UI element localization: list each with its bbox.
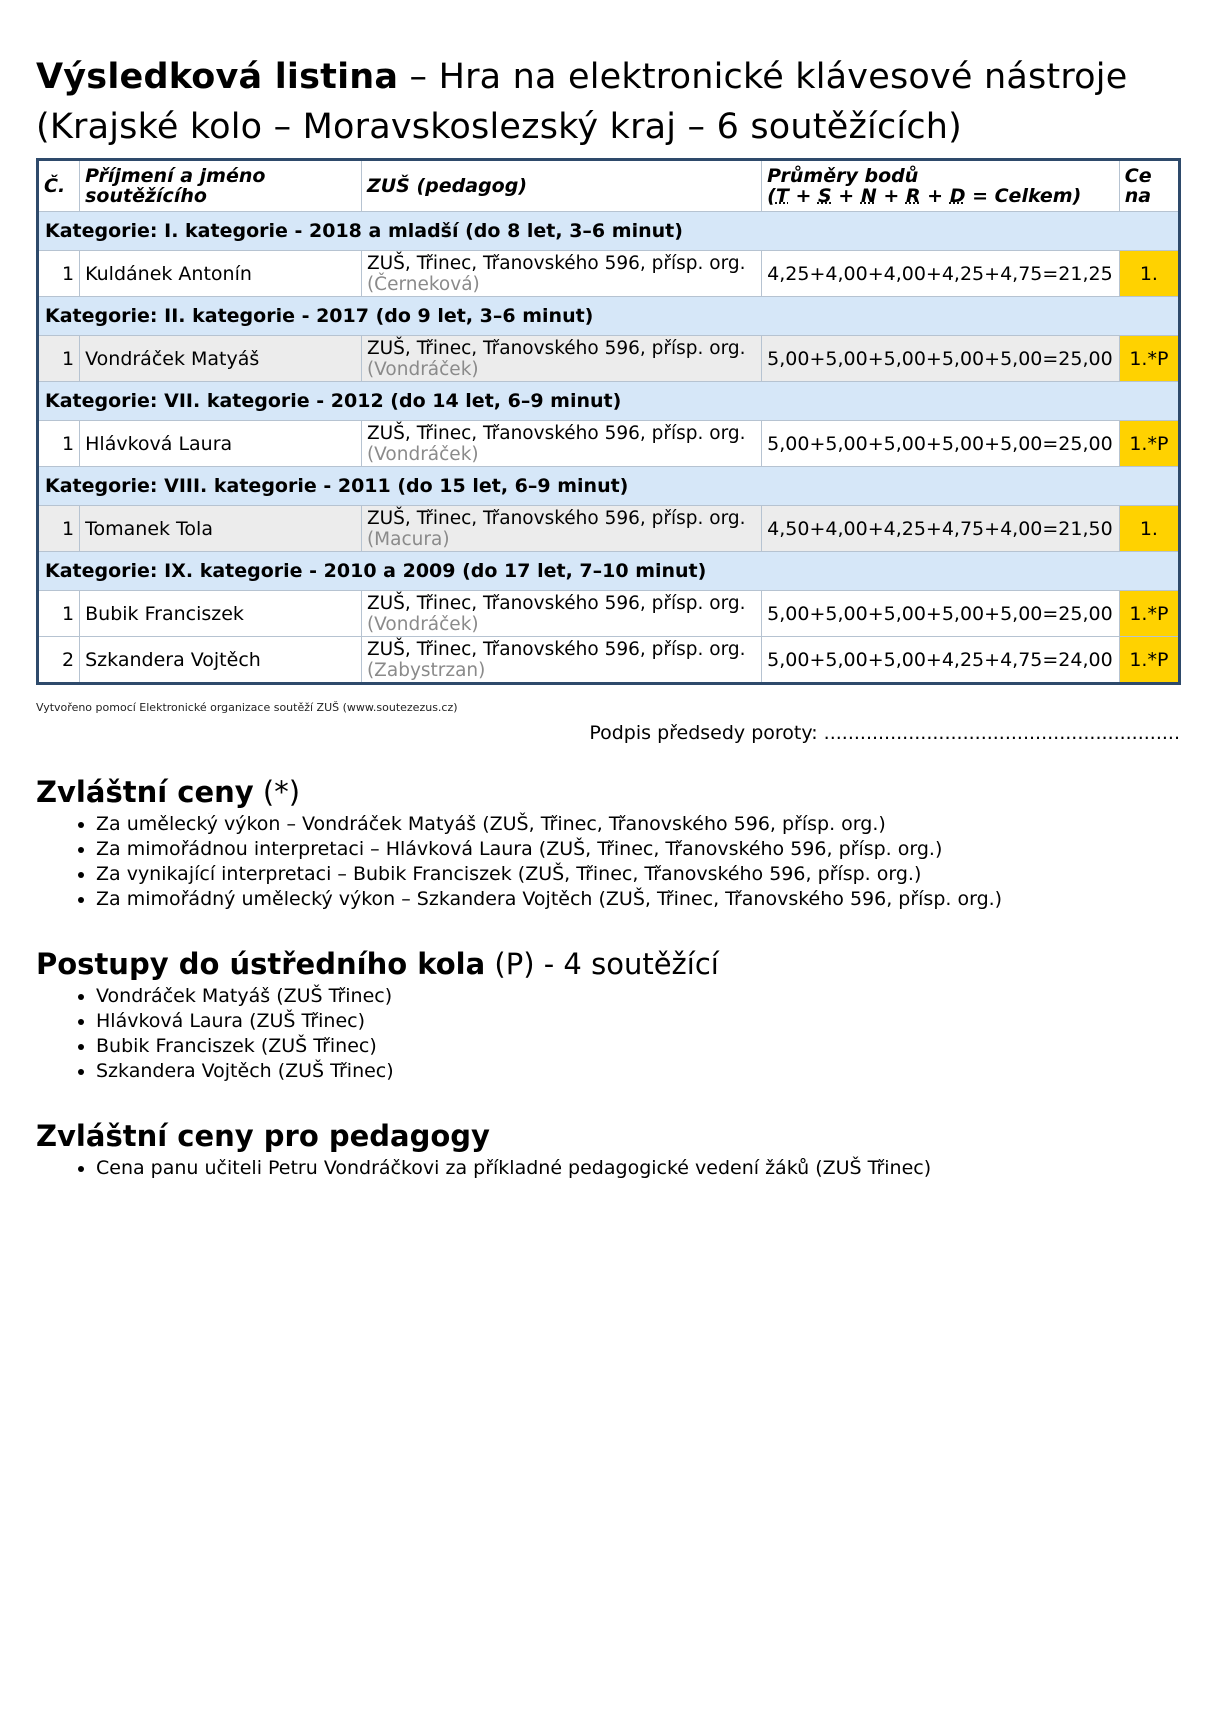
table-row bbox=[38, 421, 1180, 467]
contestant-name: Vondráček Matyáš bbox=[80, 336, 362, 382]
school-name: ZUŠ, Třinec, Třanovského 596, přísp. org. bbox=[366, 638, 746, 660]
advance-item: • Vondráček Matyáš (ZUŠ Třinec) bbox=[96, 984, 1180, 1009]
school-cell bbox=[361, 506, 761, 552]
table-row bbox=[38, 336, 1180, 382]
category-label: Kategorie: I. kategorie - 2018 a mladší (do 8 let, 3–6 minut) bbox=[38, 212, 1180, 251]
prize-cell: 1.*P bbox=[1119, 336, 1179, 382]
rank-cell: 1 bbox=[38, 251, 80, 297]
prize-cell: 1.*P bbox=[1119, 421, 1179, 467]
table-row bbox=[38, 637, 1180, 684]
header-score-n: N bbox=[860, 185, 877, 207]
contestant-name: Szkandera Vojtěch bbox=[80, 637, 362, 684]
school-name: ZUŠ, Třinec, Třanovského 596, přísp. org. bbox=[366, 252, 746, 274]
header-num: Č. bbox=[38, 160, 80, 212]
table-row bbox=[38, 251, 1180, 297]
category-label: Kategorie: VIII. kategorie - 2011 (do 15 let, 6–9 minut) bbox=[38, 467, 1180, 506]
title-rest: – Hra na elektronické klávesové nástroje bbox=[398, 57, 1128, 97]
teacher-prizes-heading: Zvláštní ceny pro pedagogy bbox=[36, 1119, 490, 1153]
table-header-row bbox=[38, 160, 1180, 212]
school-cell bbox=[361, 637, 761, 684]
school-name: ZUŠ, Třinec, Třanovského 596, přísp. org. bbox=[366, 422, 746, 444]
results-document bbox=[36, 52, 1180, 1181]
school-cell bbox=[361, 336, 761, 382]
advance-item: • Szkandera Vojtěch (ZUŠ Třinec) bbox=[96, 1059, 1180, 1084]
special-prize-item: • Za vynikající interpretaci – Bubik Franciszek (ZUŠ, Třinec, Třanovského 596, přísp. org.) bbox=[96, 862, 1180, 887]
rank-cell: 2 bbox=[38, 637, 80, 684]
school-cell bbox=[361, 421, 761, 467]
title-line2: (Krajské kolo – Moravskoslezský kraj – 6 soutěžících) bbox=[36, 107, 963, 147]
rank-cell: 1 bbox=[38, 336, 80, 382]
header-score-r: R bbox=[905, 185, 921, 207]
teacher-prizes-section bbox=[36, 1116, 1180, 1181]
teacher-name: (Vondráček) bbox=[366, 358, 479, 380]
special-prize-item: • Za umělecký výkon – Vondráček Matyáš (ZUŠ, Třinec, Třanovského 596, přísp. org.) bbox=[96, 812, 1180, 837]
teacher-prizes-list bbox=[36, 1156, 1180, 1181]
school-name: ZUŠ, Třinec, Třanovského 596, přísp. org. bbox=[366, 337, 746, 359]
header-score-plus: + bbox=[831, 185, 861, 207]
score-cell: 5,00+5,00+5,00+5,00+5,00=25,00 bbox=[762, 591, 1120, 637]
advance-heading bbox=[36, 944, 1180, 984]
header-score-t: T bbox=[775, 185, 789, 207]
school-name: ZUŠ, Třinec, Třanovského 596, přísp. org. bbox=[366, 592, 746, 614]
header-score-s: S bbox=[817, 185, 832, 207]
category-label: Kategorie: VII. kategorie - 2012 (do 14 let, 6–9 minut) bbox=[38, 382, 1180, 421]
header-score-line1: Průměry bodů bbox=[767, 165, 919, 187]
category-row bbox=[38, 297, 1180, 336]
teacher-name: (Macura) bbox=[366, 528, 450, 550]
header-prize: Ce na bbox=[1119, 160, 1179, 212]
school-name: ZUŠ, Třinec, Třanovského 596, přísp. org. bbox=[366, 507, 746, 529]
advance-item: • Hlávková Laura (ZUŠ Třinec) bbox=[96, 1009, 1180, 1034]
special-heading-text: Zvláštní ceny bbox=[36, 775, 254, 809]
header-school: ZUŠ (pedagog) bbox=[361, 160, 761, 212]
score-cell: 5,00+5,00+5,00+5,00+5,00=25,00 bbox=[762, 336, 1120, 382]
school-cell bbox=[361, 251, 761, 297]
special-heading-marker: (*) bbox=[253, 775, 301, 809]
header-score-plus: + bbox=[876, 185, 906, 207]
score-cell: 4,50+4,00+4,25+4,75+4,00=21,50 bbox=[762, 506, 1120, 552]
header-score-plus: + bbox=[920, 185, 950, 207]
title-bold: Výsledková listina bbox=[36, 57, 399, 97]
advance-list bbox=[36, 984, 1180, 1084]
score-cell: 4,25+4,00+4,00+4,25+4,75=21,25 bbox=[762, 251, 1120, 297]
category-row bbox=[38, 382, 1180, 421]
prize-cell: 1. bbox=[1119, 251, 1179, 297]
special-prizes-section bbox=[36, 772, 1180, 912]
advance-item: • Bubik Franciszek (ZUŠ Třinec) bbox=[96, 1034, 1180, 1059]
category-row bbox=[38, 552, 1180, 591]
teacher-prize-item: • Cena panu učiteli Petru Vondráčkovi za příkladné pedagogické vedení žáků (ZUŠ Třinec) bbox=[96, 1156, 1180, 1181]
prize-cell: 1.*P bbox=[1119, 591, 1179, 637]
category-label: Kategorie: II. kategorie - 2017 (do 9 let, 3–6 minut) bbox=[38, 297, 1180, 336]
table-row bbox=[38, 591, 1180, 637]
results-body bbox=[38, 212, 1180, 684]
school-cell bbox=[361, 591, 761, 637]
page-title bbox=[36, 52, 1180, 152]
special-prize-item: • Za mimořádný umělecký výkon – Szkandera Vojtěch (ZUŠ, Třinec, Třanovského 596, přísp. org.) bbox=[96, 887, 1180, 912]
category-row bbox=[38, 467, 1180, 506]
special-prizes-list bbox=[36, 812, 1180, 912]
jury-signature: Podpis předsedy poroty: ........................................................... bbox=[589, 722, 1180, 744]
prize-cell: 1.*P bbox=[1119, 637, 1179, 684]
contestant-name: Hlávková Laura bbox=[80, 421, 362, 467]
rank-cell: 1 bbox=[38, 591, 80, 637]
contestant-name: Tomanek Tola bbox=[80, 506, 362, 552]
contestant-name: Bubik Franciszek bbox=[80, 591, 362, 637]
header-score bbox=[762, 160, 1120, 212]
rank-cell: 1 bbox=[38, 421, 80, 467]
special-prizes-heading bbox=[36, 772, 1180, 812]
category-row bbox=[38, 212, 1180, 251]
prize-cell: 1. bbox=[1119, 506, 1179, 552]
teacher-name: (Vondráček) bbox=[366, 443, 479, 465]
advance-section bbox=[36, 944, 1180, 1084]
header-score-open: ( bbox=[767, 185, 776, 207]
rank-cell: 1 bbox=[38, 506, 80, 552]
teacher-name: (Zabystrzan) bbox=[366, 659, 486, 681]
header-score-d: D bbox=[949, 185, 966, 207]
score-cell: 5,00+5,00+5,00+4,25+4,75=24,00 bbox=[762, 637, 1120, 684]
header-score-tail: = Celkem) bbox=[965, 185, 1082, 207]
advance-heading-marker: (P) - 4 soutěžící bbox=[485, 947, 719, 981]
header-score-plus: + bbox=[788, 185, 818, 207]
special-prize-item: • Za mimořádnou interpretaci – Hlávková Laura (ZUŠ, Třinec, Třanovského 596, přísp. org.) bbox=[96, 837, 1180, 862]
table-row bbox=[38, 506, 1180, 552]
header-name: Příjmení a jméno soutěžícího bbox=[80, 160, 362, 212]
teacher-name: (Vondráček) bbox=[366, 613, 479, 635]
contestant-name: Kuldánek Antonín bbox=[80, 251, 362, 297]
category-label: Kategorie: IX. kategorie - 2010 a 2009 (do 17 let, 7–10 minut) bbox=[38, 552, 1180, 591]
footnote: Vytvořeno pomocí Elektronické organizace soutěží ZUŠ (www.soutezezus.cz) bbox=[36, 701, 458, 714]
teacher-name: (Černeková) bbox=[366, 273, 480, 295]
results-table bbox=[36, 158, 1181, 685]
score-cell: 5,00+5,00+5,00+5,00+5,00=25,00 bbox=[762, 421, 1120, 467]
advance-heading-text: Postupy do ústředního kola bbox=[36, 947, 486, 981]
